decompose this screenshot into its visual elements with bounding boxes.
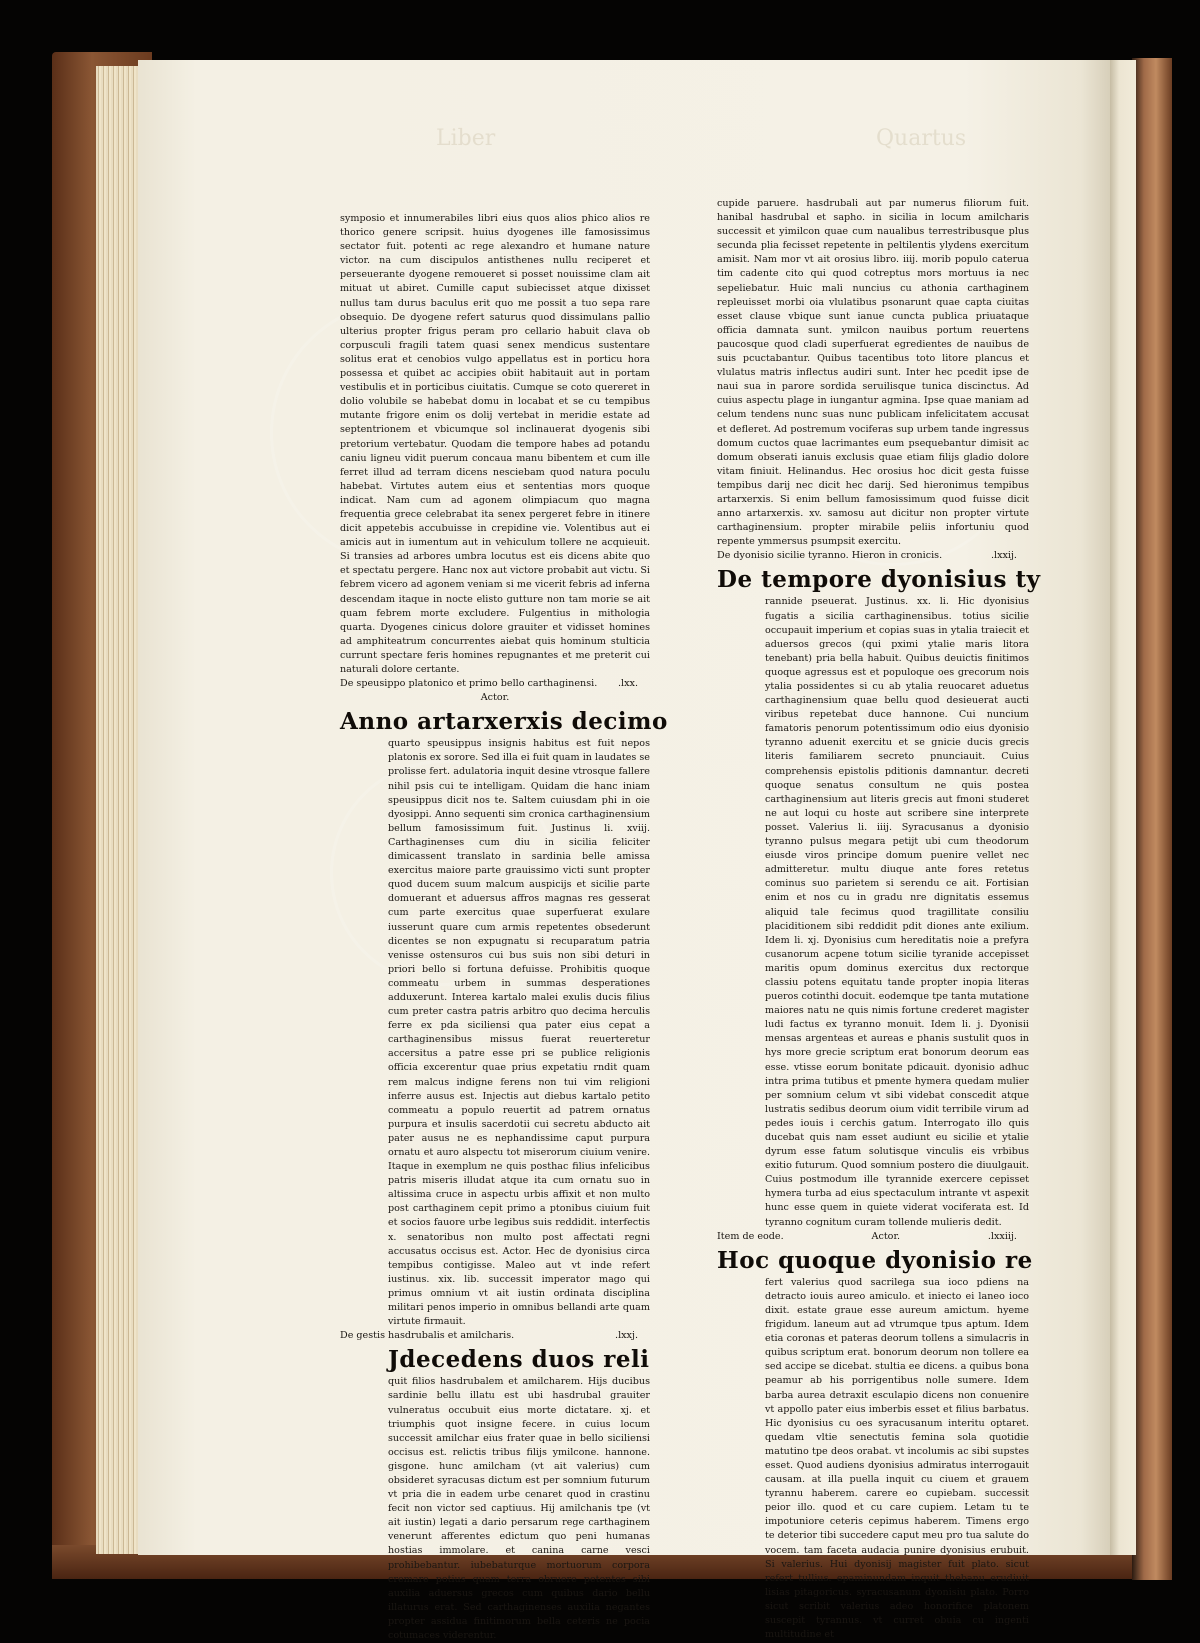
chapter-number: .lxxiij. xyxy=(987,1230,1017,1242)
body-paragraph: quit filios hasdrubalem et amilcharem. Hijs ducibus sardinie bellu illatu est ubi hasdrubal grauiter vulneratus occubuit eius morte dictatare. xj. et triumphis quot insigne fecere. in cuius locum successit amilchar eius frater quae in bello siciliensi occisus est. relictis tribus filijs ymilcone. hannone. gisgone. hunc amilcham (vt ait valerius) cum obsideret syracusas dictum est per somnium futurum vt pria die in eadem urbe cenaret quod in crastinu fecit non victor sed captiuus. Hij amilchanis tpe (vt ait iustin) legati a dario persarum rege carthaginem venerunt afferentes edictum quo peni humanas hostias immolare. et canina carne vesci prohibebantur. iubebaturque mortuorum corpora cremare potius quam terra obruere petentes sibi auxilia aduersus grecos cum quibus dario bellu illaturus erat. Sed carthaginenses auxilia negantes propter assidua finitimorum bella ceteris ne pocia cotumaces viderentur. xyxy=(388,1376,650,1641)
chapter-number: .lxx. xyxy=(618,678,638,690)
left-text-column xyxy=(340,212,668,1643)
chapter-caption xyxy=(717,549,1029,563)
chapter-caption-text: De gestis hasdrubalis et amilcharis. xyxy=(340,1330,515,1342)
actor-label: Actor. xyxy=(871,1230,901,1242)
body-paragraph: fert valerius quod sacrilega sua ioco pdiens na detracto iouis aureo amiculo. et iniecto ei laneo ioco dixit. estate graue esse aureum amictum. hyeme frigidum. laneum aut ad vtrumque tpus aptum. Idem etia coronas et pateras deorum tollens a simulacris in quibus scriptum erat. bonorum deorum non tollere ea sed accipe se dicebat. stultia ee dicens. a quibus bona peamur ab his porrigentibus nolle sumere. Idem barba aurea detraxit esculapio dicens non conuenire vt appollo pater eius imberbis esset et filius barbatus. Hic dyonisius cu oes syracusanum interitu optaret. quedam vltie senectutis femina sola quotidie matutino tpe deos orabat. vt incolumis ac sibi supstes esset. Quod audiens dyonisius admiratus interrogauit causam. at illa puella inquit cu ciuem et grauem tyrannu haberem. carere eo cupiebam. successit peior illo. quod et cu care cupiem. Letam tu te impotuniore ceteris cepimus haberem. Timens ergo te deterior tibi succedere caput meu pro tua salute do vocem. tam faceta audacia punire dyonisius erubuit. Si valerius. Hui dyonisij magister fuit plato. sicut refert tullius. epaminundam inquit thebanu erudiuit lisias pitagoricus. syracusanum dyonisiu plato. Porro sicut scribit valerius adeo honorifice platonem suscepit tyrannus. vt curret obuia cu ingenti multitudine et xyxy=(765,1276,1029,1641)
chapter-caption-text: De dyonisio sicilie tyranno. Hieron in cronicis. xyxy=(717,550,943,562)
chapter-caption xyxy=(717,1230,1029,1244)
chapter-caption xyxy=(340,1329,650,1343)
chapter-heading: Anno artarxerxis decimo xyxy=(340,708,668,736)
body-paragraph: quarto speusippus insignis habitus est fuit nepos platonis ex sorore. Sed illa ei fuit quam in laudates se prolisse fert. adulatoria inquit desine vtrosque fallere nihil psis cui te intelligam. Quidam die hanc iniam speusippus dicit nos te. Saltem cuiusdam phi in oie dyosippi. Anno sequenti sim cronica carthaginensium bellum famosissimum fuit. Justinus li. xviij. Carthaginenses cum diu in sicilia feliciter dimicassent translato in sardinia belle amissa exercitus maiore parte grauissimo victi sunt propter quod ducem suum malcum auspicijs et sicilie parte domuerant et aduersus affros magnas res gesserat cum parte exercitus quae superfuerat exulare iusserunt quare cum armis repetentes obsederunt dicentes se non expugnatu si recuparatum patria venisse ostensuros cui bus suis non sibi deturi in priori bello si fortuna defuisse. Prohibitis quoque commeatu urbem in summas desperationes adduxerunt. Interea kartalo malei exulis ducis filius cum preter castra patris arbitro quo decima herculis ferre ex pda siciliensi qua pater eius cepat a carthaginensibus missus fuerat reuerteretur accersitus a patre esse pri se publice religionis officia excerentur quae prius expetatiu rndit quam rem malcus indigne ferens non tui vim religioni inferre ausus est. Injectis aut diebus kartalo petito commeatu a populo reuertit ad patrem ornatus purpura et insulis sacerdotii cui secretu abducto ait pater ausus ne es nephandissime caput purpura ornatu et auro alspectu tot miserorum ciuium venire. Itaque in exemplum ne quis posthac filius infelicibus patris miseris illudat atque ita cum ornatu suo in altissima cruce in aspectu urbis affixit et non multo post carthaginem cepit primo a ptonibus ciuium fuit et socios fauore urbe legibus suis reddidit. interfectis x. senatoribus non multo post affectati regni accusatus occisus est. Actor. Hec de dyonisius circa tempibus contigisse. Maleo aut vt inde refert iustinus. xix. lib. successit imperator mago qui primus omnium vt ait iustin ordinata disciplina militari penos imperio in omnibus bellandi arte quam virtute firmauit. xyxy=(388,738,650,1328)
facing-page-edge xyxy=(1108,60,1136,1555)
chapter-number: .lxxij. xyxy=(990,550,1017,562)
chapter-heading: Hoc quoque dyonisio re xyxy=(717,1246,1033,1274)
page-edges xyxy=(96,66,144,1554)
running-head-left: Liber xyxy=(436,126,496,151)
actor-label: Actor. xyxy=(480,692,510,704)
chapter-heading: De tempore dyonisius ty xyxy=(717,566,1041,594)
body-paragraph: rannide pseuerat. Justinus. xx. li. Hic dyonisius fugatis a sicilia carthaginensibus. totius sicilie occupauit imperium et copias suas in ytalia traiecit et aduersos grecos (qui pximi ytalie maris litora tenebant) pria bella habuit. Quibus deuictis finitimos quoque agressus est et populoque oes grecorum nois ytalia possidentes si cu ab ytalia reuocaret aduetus carthaginensium quae bellu quod desieuerat aucti viribus repetebat duce hannone. Cui nuncium famatoris penorum potentissimum odio eius dyonisio tyranno aduenit exercitu et se gnicie ducis grecis literis familiarem secreto pnunciauit. Cuius comprehensis epistolis pditionis damnantur. decreti quoque senatus consultum ne quis postea carthaginensium aut literis grecis aut fmoni studeret ne aut loqui cu hoste aut scribere sine interprete posset. Valerius li. iiij. Syracusanus a dyonisio tyranno pulsus megara petijt ubi cum theodorum eiusde viros principe domum puenire vellet nec admitteretur. multu diuque ante fores retetus cominus suo parietem si serendu ce ait. Fortisian enim et nos cu in gradu nre dignitatis essemus aliquid tale fecimus quod tragillitate consiliu placiditionem sibi reddidit pdit diones ante exilium. Idem li. xj. Dyonisius cum hereditatis noie a prefyra cusanorum acpene totum sicilie tyranide accepisset maritis opum dominus exercitus dux rectorque classiu potens equitatu tande propter inopia literas pueros cotinthi docuit. eodemque tpe tanta mutatione maiores natu ne quis nimis fortune crederet magister ludi factus ex tyranno monuit. Idem li. j. Dyonisii mensas argenteas et aureas e phanis sustulit quos in hys more grecie scriptum erat bonorum deorum eas esse. vtisse eorum bonitate pdicauit. dyonisio adhuc intra prima tutibus et pmente hymera quedam mulier per somnium celum vt sibi videbat conscedit atque lustratis sedibus deorum oium vidit terribile virum ad pedes iouis i cerchis gatum. Interrogato illo quis ducebat quis nam esset audiunt eu sicilie et ytalie dyrum esse fatum solutisque vinculis eis vrbibus exitio futurum. Quod somnium postero die diuulgauit. Cuius postmodum ille tyrannide exercere cepisset hymera turba ad eius spectaculum intrante vt aspexit hunc esse quem in quiete viderat vociferata est. Id tyranno cognitum curam tollende mulieris dedit. xyxy=(765,596,1029,1228)
body-paragraph: symposio et innumerabiles libri eius quos alios phico alios re thorico genere scripsit. huius dyogenes ille famosissimus sectator fuit. potenti ac rege alexandro et humane nature victor. na cum discipulos antisthenes nullu reciperet et perseuerante dyogene remoueret si posset nouissime clam ait mituat ut abiret. Cumille caput subiecisset atque dixisset nullus tam durus baculus erit quo me possit a tuo sepa rare obsequio. De dyogene refert saturus quod dissimulans pallio ulterius propter frigus peram pro cellario habuit clava ob corpusculi fragili tatem quasi senex mendicus sustentare solitus erat et cenobios vulgo appellatus est in porticu hora possessa et quibet ac accipies obiit habitauit aut in portam vestibulis et in porticibus ciuitatis. Cumque se coto quereret in dolio volubile se habebat domu in locabat et se cu tempibus mutante frigore enim os dolij vertebat in meridie estate ad septentrionem et vbicumque sol inclinauerat dyogenis sibi pretorium vertebatur. Quodam die tempore habes ad potandu caniu ligneu vidit puerum concaua manu bibentem et cum ille ferret illud ad terram dicens nesciebam quod natura poculu habebat. Virtutes autem eius et sententias mors quoque indicat. Nam cum ad agonem olimpiacum quo magna frequentia grece celebrabat ita senex pergeret febre in itinere dicit appetebis accubuisse in crepidine vie. Volentibus aut ei amicis aut in iumentum aut in vehiculum tollere ne acquieuit. Si transies ad arbores umbra locutus est eis dicens abite quo et spectatu pergere. Hanc nox aut victore probabit aut victu. Si febrem vicero ad agonem veniam si me vicerit febris ad inferna descendam itaque in nocte elisto gutture non tam morie se ait quam febrem morte excludere. Fulgentius in mithologia quarta. Dyogenes cinicus dolore grauiter et vidisset homines ad amphiteatrum concurrentes aiebat quis hominum stulticia currunt spectare feris homines repugnantes et me preterit cui naturali dolore certante. xyxy=(340,213,650,675)
right-text-column xyxy=(717,197,1041,1642)
running-head-right: Quartus xyxy=(876,126,967,151)
chapter-number: .lxxj. xyxy=(615,1330,638,1342)
chapter-heading: Jdecedens duos reli xyxy=(388,1346,650,1374)
chapter-caption-text: Item de eode. xyxy=(717,1230,784,1242)
body-paragraph: cupide paruere. hasdrubali aut par numerus filiorum fuit. hanibal hasdrubal et sapho. in sicilia in locum amilcharis successit et yimilcon quae cum naualibus terrestribusque plus secunda plia fecisset repetente in peltilentis ylydens exercitum amisit. Nam mor vt ait orosius libro. iiij. morib populo caterua tim cadente cito qui quod cotreptus mors mortuus ia nec sepeliebatur. Huic mali nuncius cu athonia carthaginem repleuisset morbi oia vlulatibus psonarunt quae capta ciuitas esset clause vbique sunt ianue cuncta publica priuataque officia damnata sunt. ymilcon nauibus portum reuertens paucosque quod cladi superfuerat egredientes de nauibus de suis pcuctabantur. Quibus tacentibus toto litore plancus et vlulatus matris inflectus audiri sunt. Inter hec pcedit ipse de naui sua in parore sordida seruilisque tunica discinctus. Ad cuius aspectu plage in iungantur agmina. Ipse quae maniam ad celum tendens nunc suas nunc publicam infelicitatem accusat et defleret. Ad postremum vociferas sup urbem tande ingressus domum cuctos quae lacrimantes eum psequebantur dimisit ac domum obserati ianuis exclusis quae etiam filijs gladio dolore vitam finiuit. Helinandus. Hec orosius hoc dicit gesta fuisse tempibus darij nec dicit hec darij. Sed hieronimus tempibus artarxerxis. Si enim bellum famosissimum quod fuisse dicit anno artarxerxis. xv. samosu aut dicitur non propter virtute carthaginensium. propter mirabile peliis infortuniu quod repente ymmersus psumpsit exercitu. xyxy=(717,198,1029,548)
book-cover-right xyxy=(1132,58,1172,1580)
chapter-caption xyxy=(340,677,650,691)
chapter-caption-text: De speusippo platonico et primo bello carthaginensi. xyxy=(340,678,598,690)
